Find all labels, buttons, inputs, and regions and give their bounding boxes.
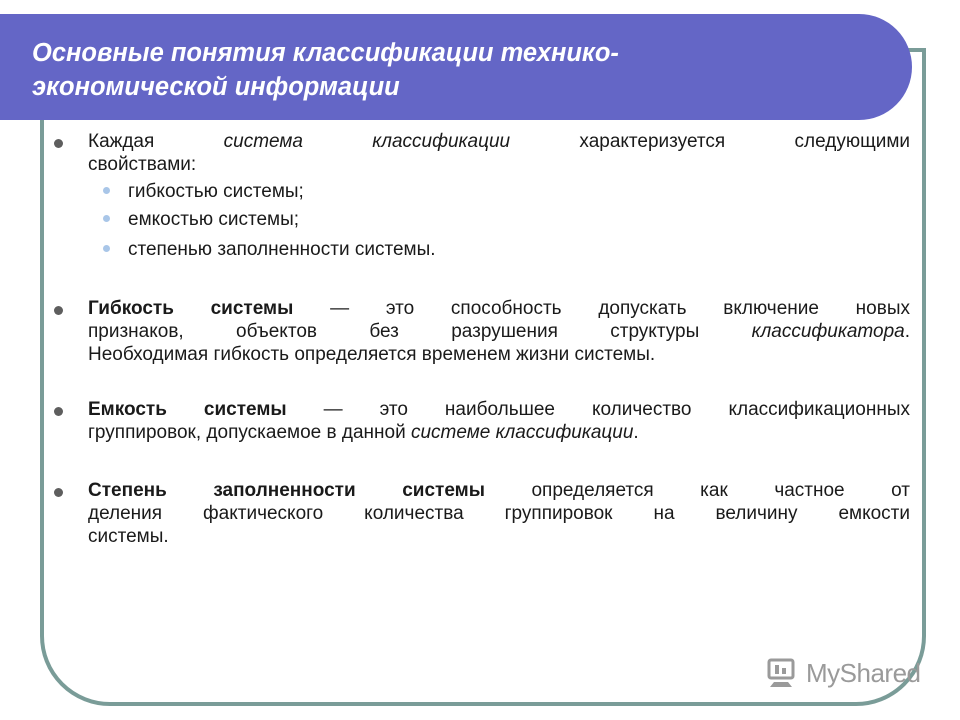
capacity-text: группировок, допускаемое в данной [88, 422, 406, 443]
flexibility-line-1 [88, 297, 910, 320]
flexibility-text: — это способность допускать включение новых [330, 298, 910, 319]
capacity-text: — это наибольшее количество классификационных [323, 399, 911, 420]
flexibility-line-3: Необходимая гибкость определяется временем жизни системы. [88, 344, 656, 365]
fullness-text: определяется как частное от [531, 480, 911, 501]
title-line-2: экономической информации [32, 73, 400, 101]
sub-item-capacity: емкостью системы; [128, 209, 300, 230]
capacity-text: . [633, 422, 639, 443]
title-bar [0, 14, 912, 120]
sub-bullet-dot [103, 187, 110, 194]
intro-word: характеризуется следующими [579, 131, 910, 152]
watermark-text: MyShared [806, 658, 921, 688]
sub-item-flexibility: гибкостью системы; [128, 181, 304, 202]
sub-bullet-dot [103, 215, 110, 222]
fullness-line-2: деления фактического количества группировок на величину емкости [88, 503, 910, 524]
bullet-dot [54, 306, 63, 315]
capacity-term: Емкость системы [88, 399, 287, 420]
myshared-logo-icon [766, 656, 800, 690]
intro-word: Каждая [88, 131, 155, 152]
capacity-line-2 [88, 421, 910, 444]
flexibility-line-2 [88, 320, 910, 343]
sub-bullet-dot [103, 245, 110, 252]
capacity-italic-term: системе классификации [410, 422, 634, 443]
intro-line-2: свойствами: [88, 154, 197, 175]
capacity-line-1 [88, 398, 910, 421]
sub-item-fullness: степенью заполненности системы. [128, 239, 436, 260]
flexibility-italic-term: классификатора [751, 321, 905, 342]
myshared-watermark [766, 656, 926, 692]
capacity-paragraph [88, 398, 910, 444]
fullness-line-1 [88, 479, 910, 502]
fullness-term: Степень заполненности системы [88, 480, 485, 501]
intro-italic-term: система классификации [223, 131, 511, 152]
fullness-paragraph [88, 479, 910, 548]
flexibility-text: . [904, 321, 911, 342]
intro-paragraph [88, 130, 910, 176]
title-line-1: Основные понятия классификации технико- [32, 39, 619, 67]
slide-title [32, 36, 892, 104]
flexibility-term: Гибкость системы [88, 298, 294, 319]
flexibility-paragraph [88, 297, 910, 366]
bullet-dot [54, 488, 63, 497]
flexibility-text: признаков, объектов без разрушения структуры [88, 321, 700, 342]
bullet-dot [54, 139, 63, 148]
bullet-dot [54, 407, 63, 416]
intro-line-1 [88, 130, 910, 153]
fullness-line-3: системы. [88, 526, 169, 547]
